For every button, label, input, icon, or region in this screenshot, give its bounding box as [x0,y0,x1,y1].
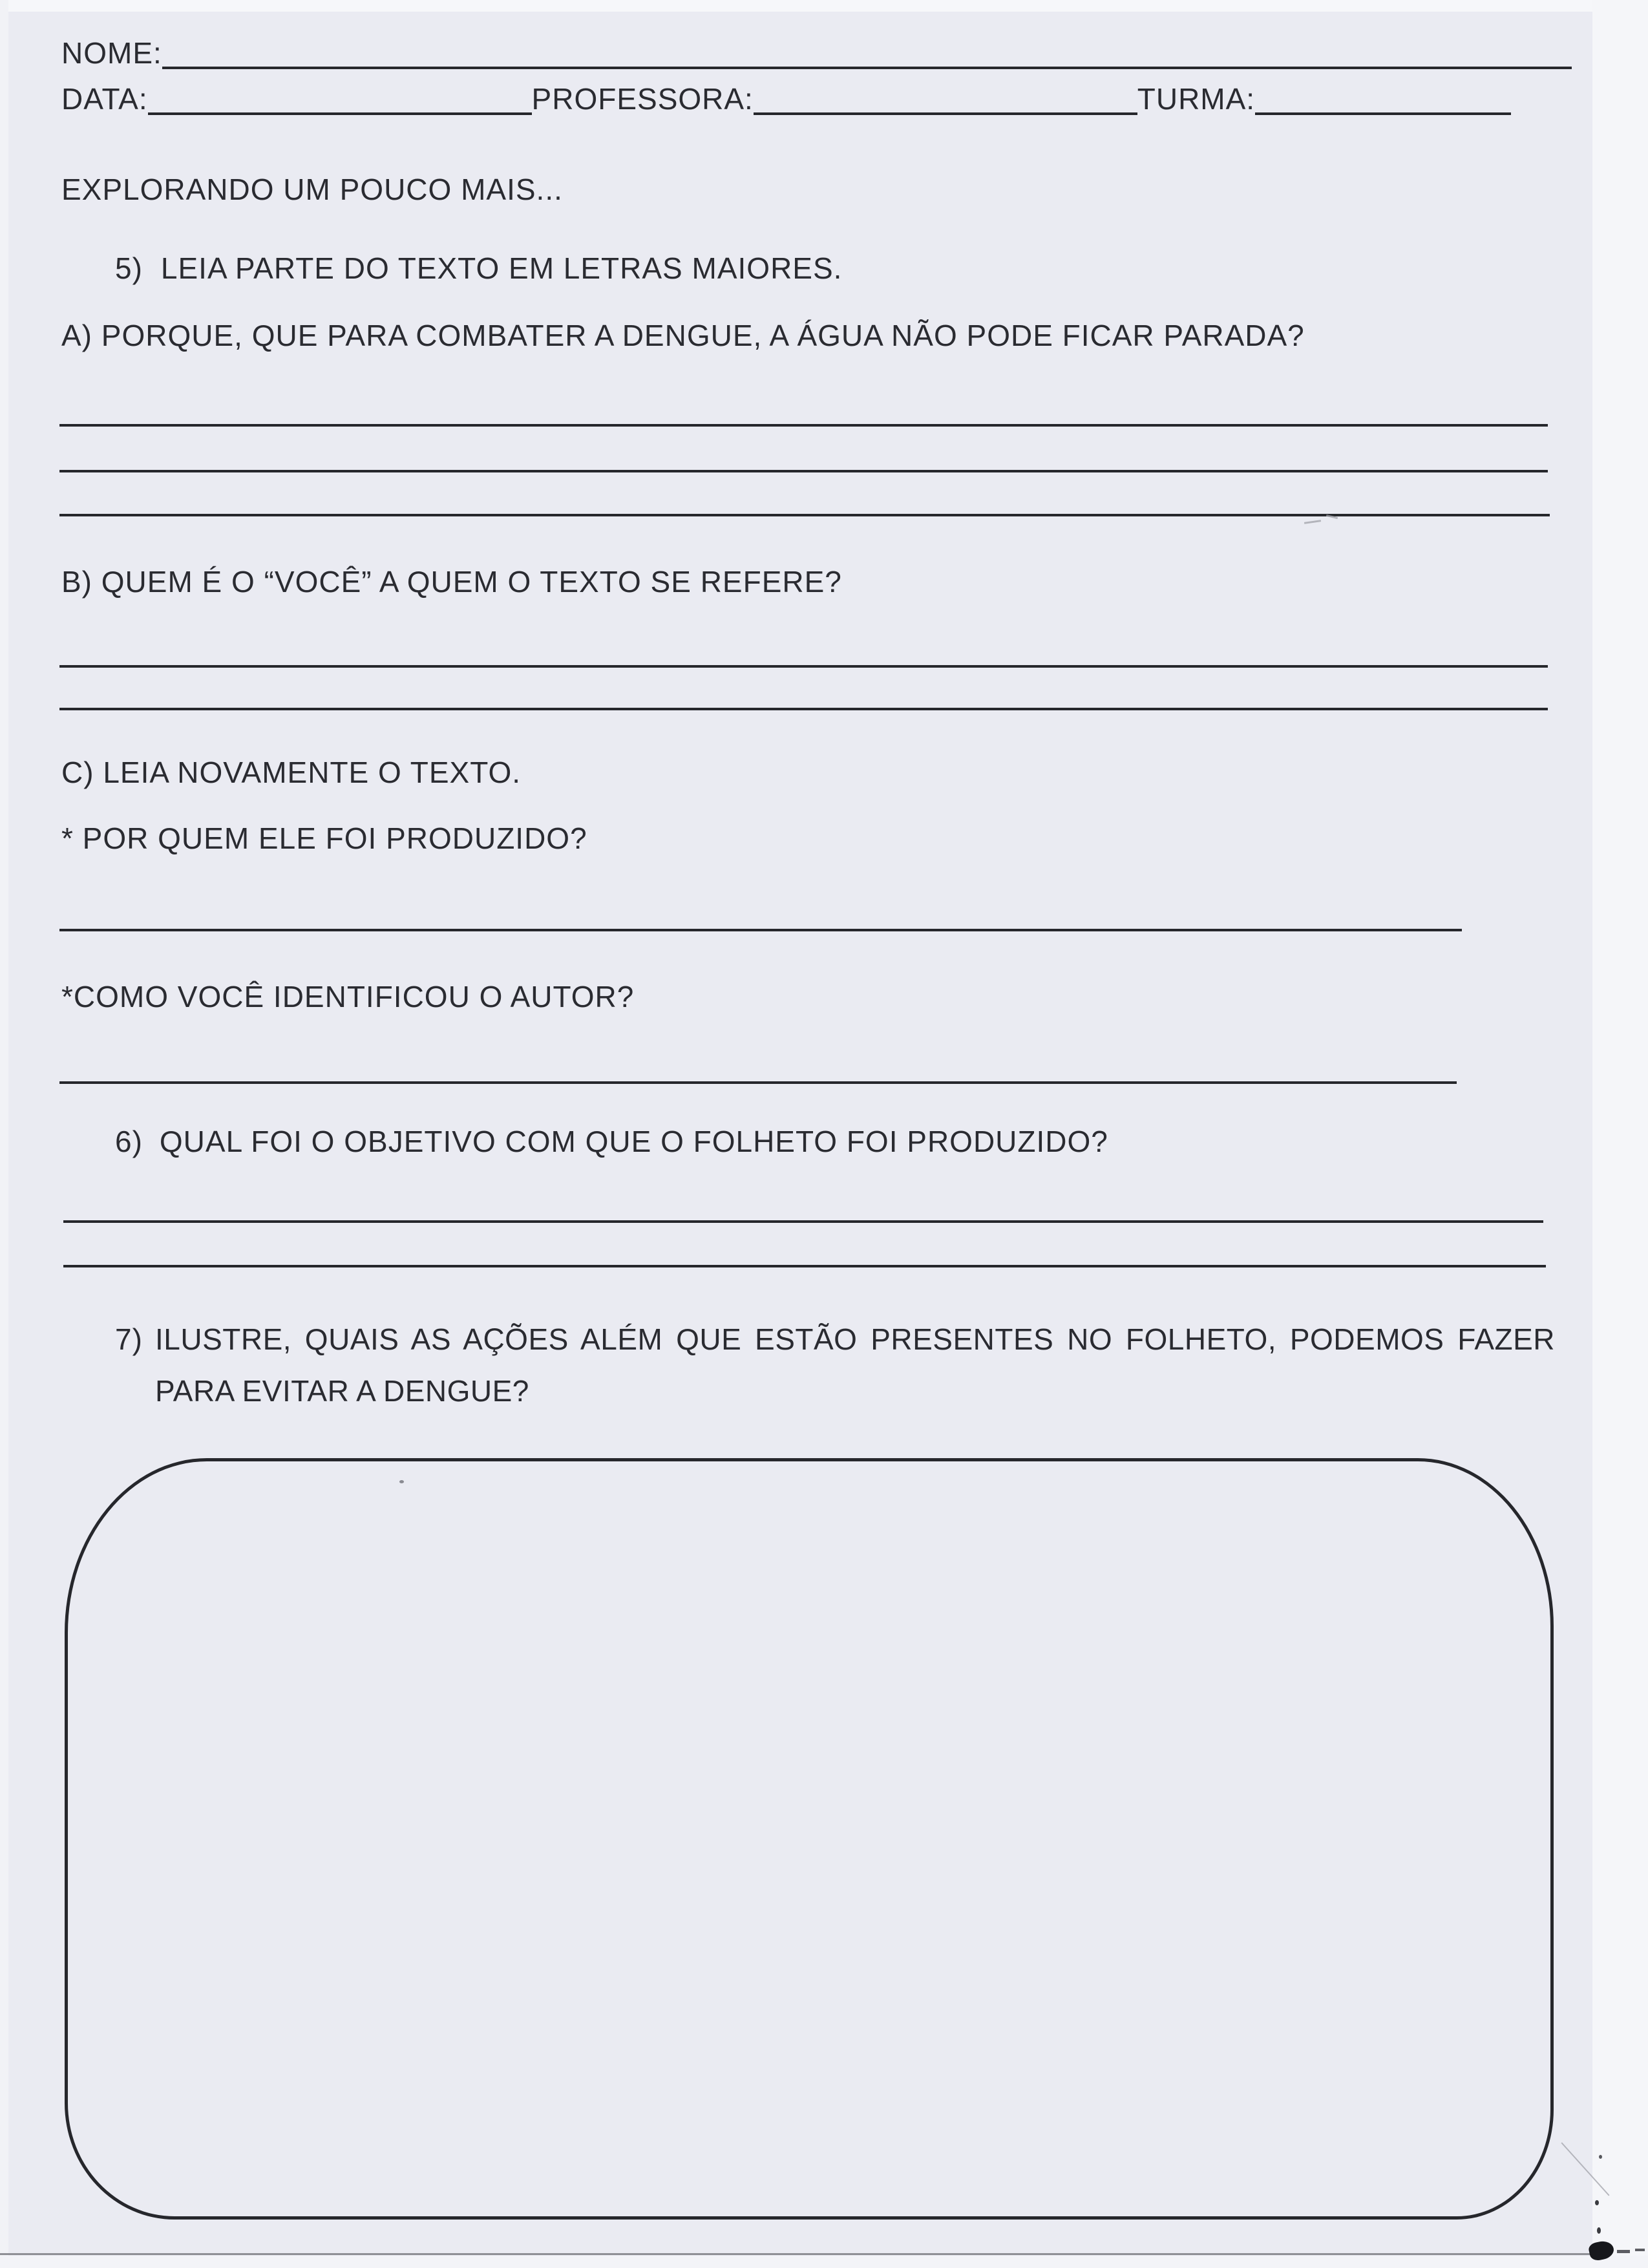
question-5c: C) LEIA NOVAMENTE O TEXTO. [61,756,522,789]
question-5-text: LEIA PARTE DO TEXTO EM LETRAS MAIORES. [160,251,843,285]
scan-page-bottom-line [0,2253,1591,2255]
scan-edge-bottom [0,2256,1648,2268]
scan-speck [1617,2250,1630,2253]
question-6-number: 6) [115,1125,143,1158]
scan-edge-right [1592,0,1648,2268]
question-5c-star1: * POR QUEM ELE FOI PRODUZIDO? [61,821,587,855]
scan-speck [1635,2249,1645,2251]
class-label: TURMA: [1137,82,1256,116]
answer-line [59,665,1548,668]
teacher-field-line [754,112,1137,115]
section-title: EXPLORANDO UM POUCO MAIS... [61,173,563,206]
question-5a: A) PORQUE, QUE PARA COMBATER A DENGUE, A ÁGUA NÃO PODE FICAR PARADA? [61,319,1305,352]
question-7-number: 7) [115,1322,143,1356]
scan-speck [1595,2200,1599,2205]
answer-line [59,1081,1457,1084]
teacher-label: PROFESSORA: [531,82,754,116]
scan-edge-top [0,0,1648,12]
scan-edge-left [0,0,8,2268]
answer-line [59,708,1548,710]
name-label: NOME: [61,36,162,70]
answer-line [59,470,1548,472]
question-5b: B) QUEM É O “VOCÊ” A QUEM O TEXTO SE REFERE? [61,565,842,599]
question-5-number: 5) [115,251,143,285]
scan-speck [1597,2227,1601,2234]
answer-line [59,929,1462,931]
question-6-text: QUAL FOI O OBJETIVO COM QUE O FOLHETO FOI PRODUZIDO? [159,1125,1108,1158]
scan-speck [1304,520,1321,524]
scan-speck [1599,2155,1602,2159]
class-field-line [1255,112,1511,115]
question-5c-star2: *COMO VOCÊ IDENTIFICOU O AUTOR? [61,980,635,1013]
date-label: DATA: [61,82,148,116]
header-info-row [61,81,1511,117]
answer-line [63,1265,1546,1267]
header-name-row [61,35,1572,71]
question-7-text: ILUSTRE, QUAIS AS AÇÕES ALÉM QUE ESTÃO PRESENTES NO FOLHETO, PODEMOS FAZER PARA EVITAR A DENGUE? [155,1322,1555,1408]
answer-line [59,424,1548,427]
answer-line [63,1220,1543,1223]
question-6 [115,1124,1108,1159]
question-5 [115,251,842,286]
illustration-box [65,1458,1554,2220]
date-field-line [148,112,532,115]
name-field-line [162,67,1572,69]
scan-speck [399,1480,404,1483]
